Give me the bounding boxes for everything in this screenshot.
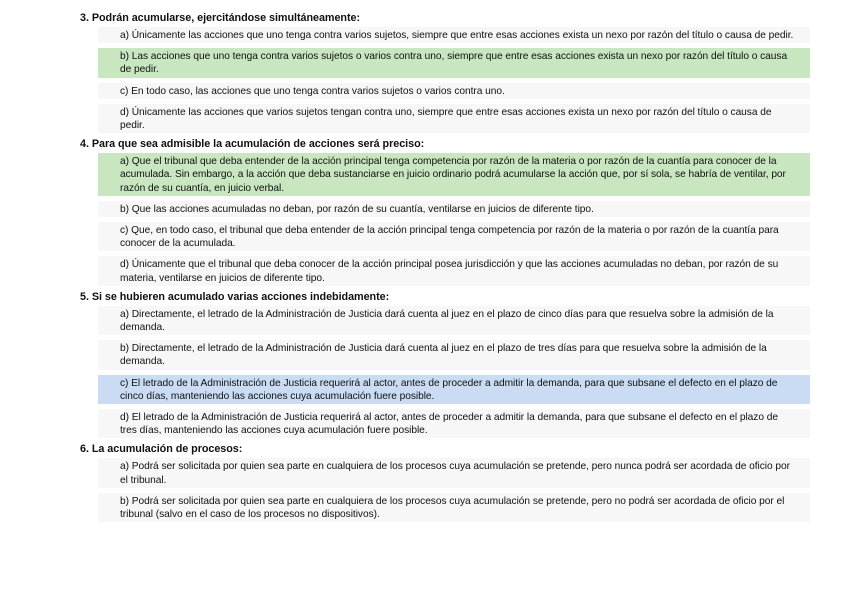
answer-option-b[interactable]: b) Que las acciones acumuladas no deban, por razón de su cuantía, ventilarse en juicios de diferente tipo. xyxy=(98,201,810,217)
answer-option-a[interactable]: a) Directamente, el letrado de la Administración de Justicia dará cuenta al juez en el plazo de cinco días para que resuelva sobre la admisión de la demanda. xyxy=(98,306,810,335)
question-5 xyxy=(80,291,810,439)
answer-option-d[interactable]: d) Únicamente que el tribunal que deba conocer de la acción principal posea jurisdicción y que las acciones acumuladas no deban, por razón de su materia, ventilarse en juicios de diferente tipo. xyxy=(98,256,810,285)
answer-option-b[interactable]: b) Directamente, el letrado de la Administración de Justicia dará cuenta al juez en el plazo de tres días para que resuelva sobre la admisión de la demanda. xyxy=(98,340,810,369)
answer-option-b[interactable]: b) Podrá ser solicitada por quien sea parte en cualquiera de los procesos cuya acumulación se pretende, pero no podrá ser acordada de oficio por el tribunal (salvo en el caso de los procesos no dispositivos). xyxy=(98,493,810,522)
answer-option-a[interactable]: a) Podrá ser solicitada por quien sea parte en cualquiera de los procesos cuya acumulación se pretende, pero nunca podrá ser acordada de oficio por el tribunal. xyxy=(98,458,810,487)
answer-option-c[interactable]: c) El letrado de la Administración de Justicia requerirá al actor, antes de proceder a admitir la demanda, para que subsane el defecto en el plazo de cinco días, manteniendo las acciones cuya acumulación fuere posible. xyxy=(98,375,810,404)
quiz-page xyxy=(80,12,810,527)
question-3 xyxy=(80,12,810,133)
question-title: 4. Para que sea admisible la acumulación de acciones será preciso: xyxy=(80,138,425,151)
answer-option-d[interactable]: d) Únicamente las acciones que varios sujetos tengan contra uno, siempre que entre esas acciones exista un nexo por razón del título o causa de pedir. xyxy=(98,104,810,133)
answer-option-a[interactable]: a) Que el tribunal que deba entender de la acción principal tenga competencia por razón de la materia o por razón de la cuantía para conocer de la acumulada. Sin embargo, a la acción que deba sustanciarse en juicio ordinario podrá acumularse la acción que, por sí sola, se habría de ventilar, por razón de su cuantía, en juicio verbal. xyxy=(98,153,810,196)
question-6 xyxy=(80,443,810,522)
answer-option-d[interactable]: d) El letrado de la Administración de Justicia requerirá al actor, antes de proceder a admitir la demanda, para que subsane el defecto en el plazo de tres días, manteniendo las acciones cuya acumulación fuere posible. xyxy=(98,409,810,438)
answer-option-b[interactable]: b) Las acciones que uno tenga contra varios sujetos o varios contra uno, siempre que entre esas acciones exista un nexo por razón del título o causa de pedir. xyxy=(98,48,810,77)
answer-option-a[interactable]: a) Únicamente las acciones que uno tenga contra varios sujetos, siempre que entre esas acciones exista un nexo por razón del título o causa de pedir. xyxy=(98,27,810,43)
question-title: 5. Si se hubieren acumulado varias acciones indebidamente: xyxy=(80,290,390,303)
answer-option-c[interactable]: c) Que, en todo caso, el tribunal que deba entender de la acción principal tenga competencia por razón de la materia o por razón de la cuantía para conocer de la acumulada. xyxy=(98,222,810,251)
question-4 xyxy=(80,138,810,286)
answer-option-c[interactable]: c) En todo caso, las acciones que uno tenga contra varios sujetos o varios contra uno. xyxy=(98,83,810,99)
question-title: 6. La acumulación de procesos: xyxy=(80,443,243,456)
question-title: 3. Podrán acumularse, ejercitándose simultáneamente: xyxy=(80,12,361,24)
